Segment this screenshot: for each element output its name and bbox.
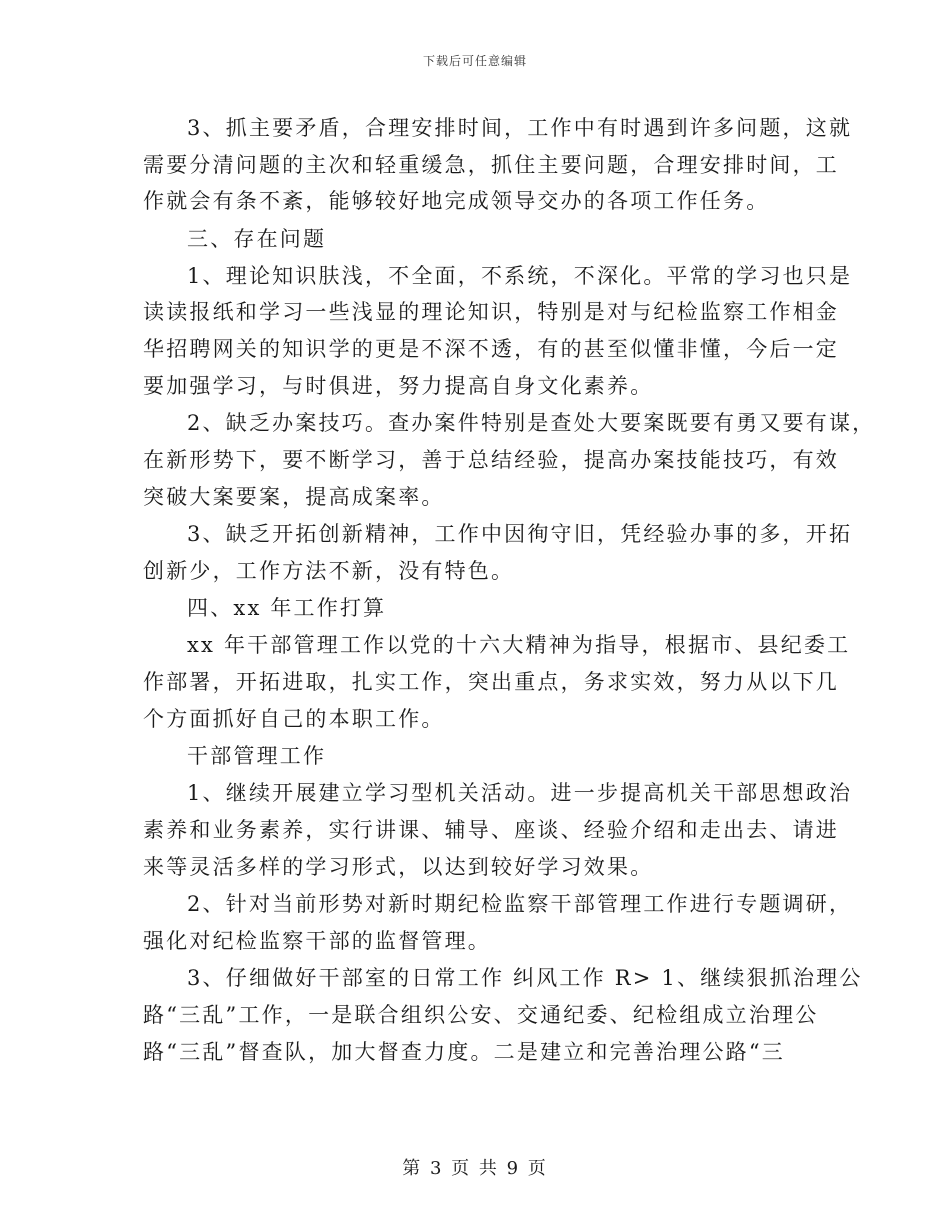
text-line: xx 年干部管理工作以党的十六大精神为指导，根据市、县纪委工	[187, 633, 851, 657]
text-line: 2、缺乏办案技巧。查办案件特别是查处大要案既要有勇又要有谋，	[187, 411, 876, 435]
text-line: 创新少，工作方法不新，没有特色。	[143, 559, 515, 583]
text-line: 3、缺乏开拓创新精神，工作中因徇守旧，凭经验办事的多，开拓	[187, 522, 853, 546]
text-line: 1、理论知识肤浅，不全面，不系统，不深化。平常的学习也只是	[187, 264, 853, 288]
text-line: 来等灵活多样的学习形式，以达到较好学习效果。	[143, 855, 654, 879]
text-line: 在新形势下，要不断学习，善于总结经验，提高办案技能技巧，有效	[143, 448, 839, 472]
text-line: 1、继续开展建立学习型机关活动。进一步提高机关干部思想政治	[187, 781, 853, 805]
text-line: 作就会有条不紊，能够较好地完成领导交办的各项工作任务。	[143, 189, 770, 213]
text-line: 干部管理工作	[187, 744, 327, 768]
page-header: 下载后可任意编辑	[422, 54, 527, 68]
text-line: 强化对纪检监察干部的监督管理。	[143, 929, 491, 953]
text-line: 作部署，开拓进取，扎实工作，突出重点，务求实效，努力从以下几	[143, 670, 839, 694]
text-line: 华招聘网关的知识学的更是不深不透，有的甚至似懂非懂，今后一定	[143, 337, 839, 361]
text-line: 三、存在问题	[187, 227, 327, 251]
text-line: 3、抓主要矛盾，合理安排时间，工作中有时遇到许多问题，这就	[187, 116, 853, 140]
text-line: 要加强学习，与时俱进，努力提高自身文化素养。	[143, 374, 654, 398]
text-line: 3、仔细做好干部室的日常工作 纠风工作 R> 1、继续狠抓治理公	[187, 966, 863, 990]
text-line: 2、针对当前形势对新时期纪检监察干部管理工作进行专题调研，	[187, 892, 853, 916]
text-line: 路“三乱”督查队，加大督查力度。二是建立和完善治理公路“三	[143, 1040, 786, 1064]
text-line: 需要分清问题的主次和轻重缓急，抓住主要问题，合理安排时间，工	[143, 153, 839, 177]
text-line: 突破大案要案，提高成案率。	[143, 485, 445, 509]
text-line: 素养和业务素养，实行讲课、辅导、座谈、经验介绍和走出去、请进	[143, 818, 839, 842]
page-number: 第 3 页 共 9 页	[402, 1158, 548, 1179]
text-line: 个方面抓好自己的本职工作。	[143, 707, 445, 731]
text-line: 路“三乱”工作，一是联合组织公安、交通纪委、纪检组成立治理公	[143, 1003, 819, 1027]
text-line: 读读报纸和学习一些浅显的理论知识，特别是对与纪检监察工作相金	[143, 300, 839, 324]
text-line: 四、xx 年工作打算	[187, 596, 387, 620]
